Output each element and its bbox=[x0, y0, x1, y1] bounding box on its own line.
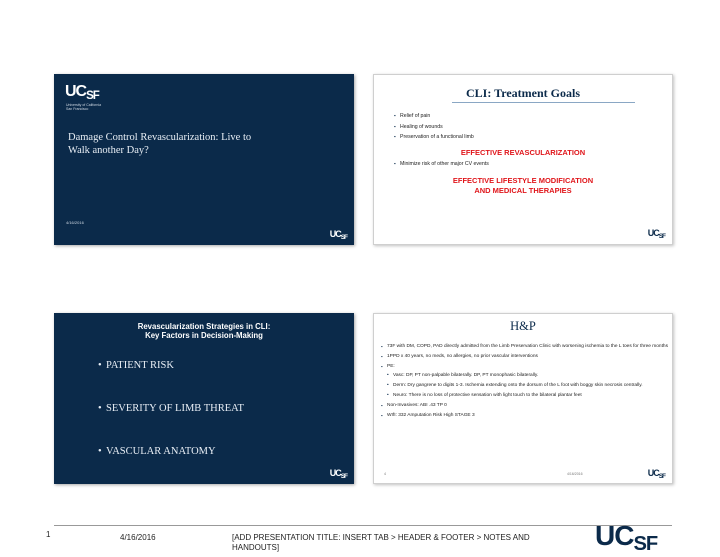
list-item: ▪ 73F with DM, COPD, PAD directly admitted from the Limb Preservation Clinic with worsening ischemia to the L toes for three months bbox=[381, 344, 668, 350]
list-item: ▪ Relief of pain bbox=[394, 111, 664, 122]
slide-number: 4 bbox=[384, 472, 386, 476]
goals-list-2 bbox=[394, 159, 664, 170]
slide-1-heading: Damage Control Revascularization: Live to Walk another Day? bbox=[68, 132, 252, 156]
footer-date: 4/16/2016 bbox=[120, 533, 156, 542]
ucsf-logo bbox=[65, 83, 99, 101]
slide-1-date: 4/16/2016 bbox=[66, 220, 84, 225]
slide-2-treatment-goals bbox=[373, 74, 673, 245]
corner-ucsf-logo bbox=[330, 468, 347, 478]
heading-line-1: Revascularization Strategies in CLI: bbox=[137, 322, 271, 331]
slide-4-heading: H&P bbox=[510, 319, 536, 333]
emphasis-line-1: EFFECTIVE LIFESTYLE MODIFICATION bbox=[452, 176, 594, 185]
logo-uc: UC bbox=[647, 228, 659, 238]
slide-date: 4/16/2016 bbox=[567, 472, 583, 476]
corner-ucsf-logo bbox=[648, 468, 665, 478]
logo-sf: SF bbox=[633, 533, 658, 556]
logo-sf: SF bbox=[658, 232, 665, 240]
list-item: • PATIENT RISK bbox=[98, 360, 328, 371]
goals-list bbox=[394, 111, 664, 143]
university-line-1: University of California bbox=[66, 103, 102, 107]
footer-divider bbox=[54, 525, 672, 526]
list-item: ▪ 1PPD x 40 years, no meds, no allergies, no prior vascular interventions bbox=[381, 354, 668, 360]
university-name bbox=[66, 103, 101, 111]
logo-sf: SF bbox=[658, 472, 665, 480]
sub-list-item: • Derm: Dry gangrene to digits 1-3. Ischemia extending onto the dorsum of the L foot with boggy skin necrosis centrally. bbox=[381, 383, 668, 389]
footer-title: [ADD PRESENTATION TITLE: INSERT TAB > HEADER & FOOTER > NOTES AND HANDOUTS] bbox=[232, 533, 530, 552]
hp-list bbox=[381, 344, 668, 422]
emphasis-lifestyle bbox=[374, 176, 672, 195]
list-item: • SEVERITY OF LIMB THREAT bbox=[98, 403, 328, 414]
slide-1-title bbox=[54, 74, 354, 245]
factor-list bbox=[98, 403, 328, 414]
corner-ucsf-logo bbox=[648, 228, 665, 238]
factor-list bbox=[98, 446, 328, 457]
slide-4-history-physical bbox=[373, 313, 673, 484]
sub-list-item: • Neuro: There is no loss of protective sensation with light touch to the bilateral plantar feet bbox=[381, 393, 668, 399]
list-item: ▪ WIfI: 332 Amputation Risk High STAGE 3 bbox=[381, 413, 668, 419]
title-divider bbox=[452, 102, 635, 103]
list-item: ▪ Healing of wounds bbox=[394, 122, 664, 133]
factor-list bbox=[98, 360, 328, 371]
footer-ucsf-logo bbox=[595, 520, 658, 556]
logo-sf: SF bbox=[340, 472, 347, 480]
slide-3-strategies bbox=[54, 313, 354, 484]
slide-2-heading: CLI: Treatment Goals bbox=[466, 86, 580, 100]
list-item: • VASCULAR ANATOMY bbox=[98, 446, 328, 457]
corner-ucsf-logo bbox=[330, 229, 347, 239]
logo-uc: UC bbox=[329, 468, 341, 478]
logo-sf: SF bbox=[340, 233, 347, 241]
logo-uc: UC bbox=[647, 468, 659, 478]
logo-uc: UC bbox=[65, 83, 87, 100]
sub-list-item: • Vasc: DP, PT non-palpable bilaterally. DP, PT monophasic bilaterally. bbox=[381, 373, 668, 379]
list-item: ▪ PE: bbox=[381, 364, 668, 370]
list-item: ▪ Minimize risk of other major CV events bbox=[394, 159, 664, 170]
logo-uc: UC bbox=[595, 520, 634, 551]
emphasis-revascularization: EFFECTIVE REVASCULARIZATION bbox=[460, 148, 586, 157]
logo-uc: UC bbox=[329, 229, 341, 239]
list-item: ▪ Preservation of a functional limb bbox=[394, 132, 664, 143]
list-item: ▪ Non-Invasives: ABI .43 TP 0 bbox=[381, 403, 668, 409]
university-line-2: San Francisco bbox=[66, 107, 89, 111]
slide-3-heading bbox=[54, 322, 354, 340]
emphasis-line-2: AND MEDICAL THERAPIES bbox=[474, 185, 572, 195]
page-number: 1 bbox=[46, 530, 51, 539]
heading-line-2: Key Factors in Decision-Making bbox=[145, 331, 263, 340]
logo-sf: SF bbox=[86, 89, 99, 102]
